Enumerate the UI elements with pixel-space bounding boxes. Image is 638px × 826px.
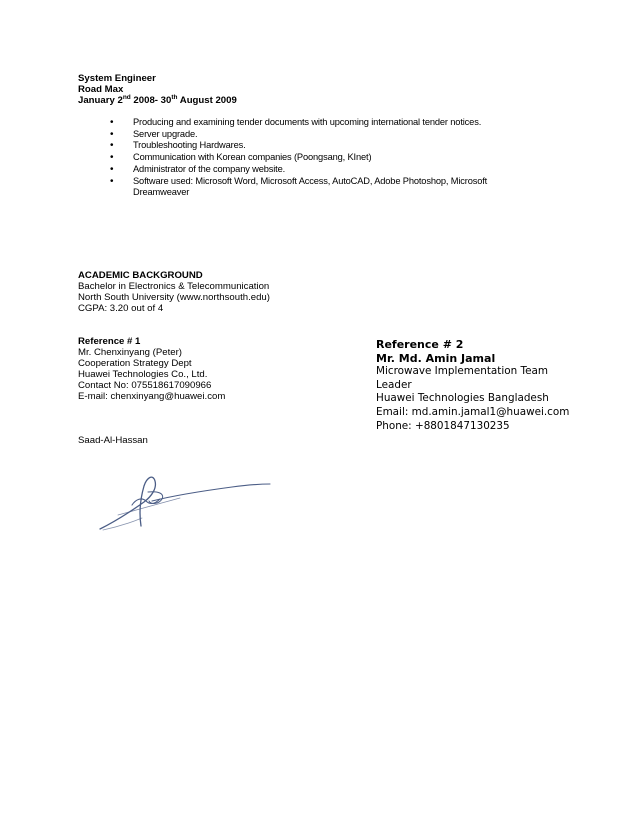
reference-2 (376, 338, 576, 433)
signatory-name: Saad-Al-Hassan (78, 435, 148, 446)
job-date-start: January 2 (78, 95, 123, 106)
academic-cgpa: CGPA: 3.20 out of 4 (78, 303, 164, 314)
reference-2-email: Email: md.amin.jamal1@huawei.com (376, 405, 570, 418)
reference-2-heading: Reference # 2 (376, 338, 464, 351)
reference-1-heading: Reference # 1 (78, 336, 141, 347)
reference-1-company: Huawei Technologies Co., Ltd. (78, 369, 208, 380)
duty-item: • Server upgrade. (118, 129, 518, 141)
job-date-end-sup: th (171, 93, 178, 101)
handwritten-signature (72, 455, 272, 537)
job-date-mid: 2008- 30 (130, 95, 172, 106)
duty-item: • Producing and examining tender documents with upcoming international tender notices. (118, 117, 518, 129)
academic-university: North South University (www.northsouth.edu) (78, 292, 270, 303)
job-title: System Engineer (78, 73, 156, 84)
academic-degree: Bachelor in Electronics & Telecommunication (78, 281, 270, 292)
reference-1-contact: Contact No: 075518617090966 (78, 380, 212, 391)
job-duties-list (118, 117, 518, 199)
job-date-start-sup: nd (122, 93, 131, 101)
job-date-end: August 2009 (177, 95, 237, 106)
academic-section (78, 270, 270, 314)
job-company: Road Max (78, 84, 124, 95)
duty-item: • Troubleshooting Hardwares. (118, 140, 518, 152)
reference-1-dept: Cooperation Strategy Dept (78, 358, 192, 369)
job-header (78, 73, 237, 106)
duty-item: • Administrator of the company website. (118, 164, 518, 176)
reference-2-phone: Phone: +8801847130235 (376, 419, 510, 432)
reference-2-name: Mr. Md. Amin Jamal (376, 351, 496, 365)
reference-2-title-cont: Leader (376, 378, 412, 391)
reference-1-name: Mr. Chenxinyang (Peter) (78, 347, 182, 358)
duty-item: • Software used: Microsoft Word, Microsoft Access, AutoCAD, Adobe Photoshop, Microsoft Dreamweaver (118, 176, 518, 199)
reference-2-company: Huawei Technologies Bangladesh (376, 392, 549, 405)
job-dates (78, 95, 237, 106)
reference-2-title: Microwave Implementation Team (376, 365, 548, 378)
reference-1 (78, 336, 225, 402)
duty-item: • Communication with Korean companies (Poongsang, KInet) (118, 152, 518, 164)
academic-heading: ACADEMIC BACKGROUND (78, 270, 203, 281)
reference-1-email: E-mail: chenxinyang@huawei.com (78, 391, 226, 402)
